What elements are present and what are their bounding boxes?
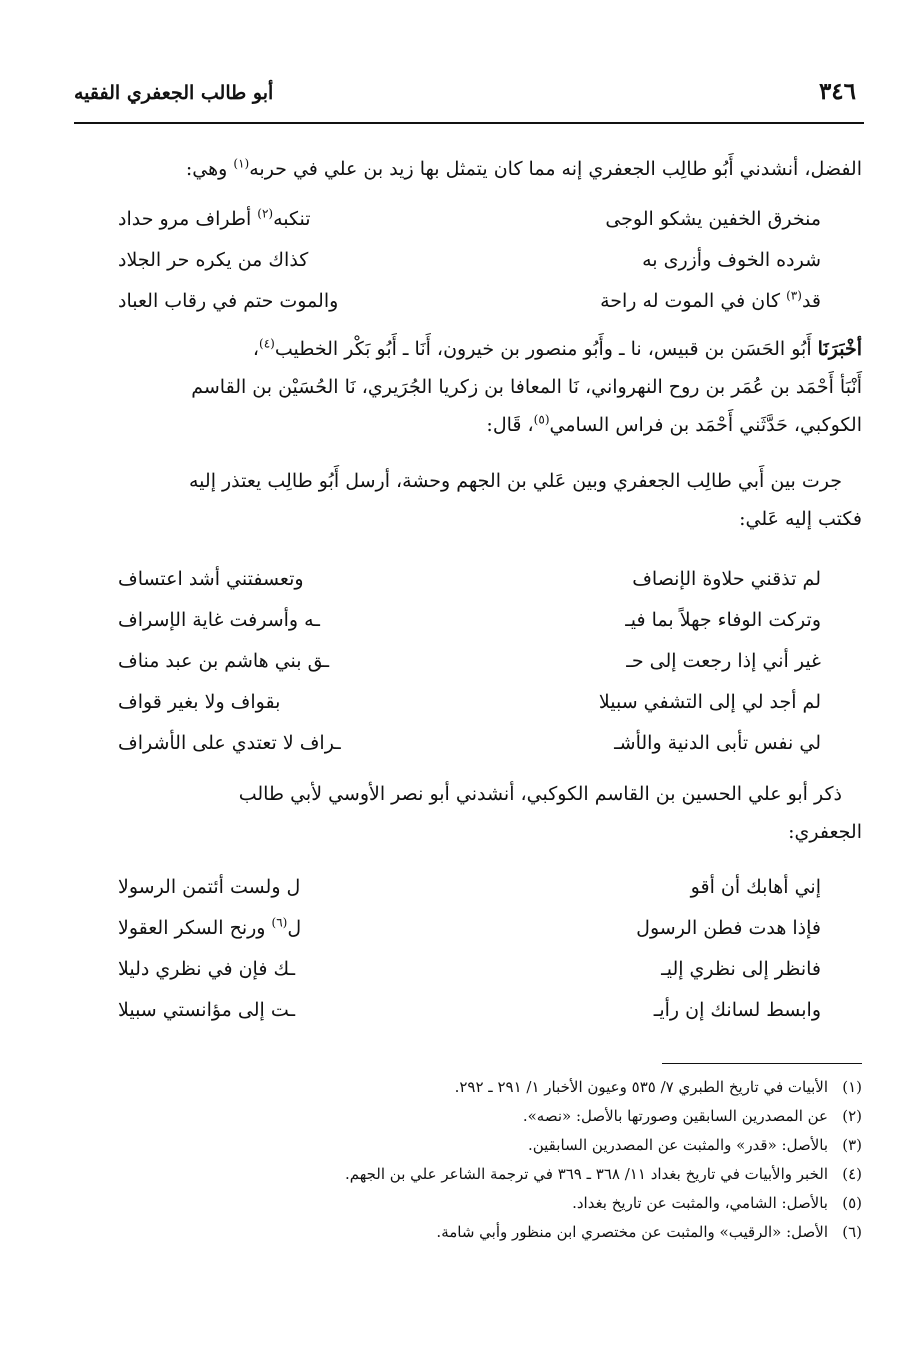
poem-1 [118, 198, 821, 321]
poem-verse [118, 640, 821, 681]
paragraph-story [70, 462, 862, 538]
footnote-separator [662, 1063, 862, 1064]
verse-first-half: لم أجد لي إلى التشفي سبيلا [598, 690, 821, 713]
text-line: أخْبَرَنَا أَبُو الحَسَن بن قبيس، نا ـ وأَبُو منصور بن خيرون، أَنَا ـ أَبُو بَكْر الخطيب$^{(٤)}$، [252, 336, 862, 360]
poem-3 [118, 866, 821, 1030]
text-line: الفضل، أنشدني أَبُو طالِب الجعفري إنه مما كان يتمثل بها زيد بن علي في حربه$^{(١)}$ وهي: [185, 156, 862, 180]
verse-second-half: ل$^{(٦)}$ ورنح السكر العقولا [118, 915, 302, 939]
page-number: ٣٤٦ [818, 78, 856, 105]
text-line: الكوكبي، حَدَّثَني أَحْمَد بن فراس السامي$^{(٥)}$، قَال: [486, 412, 862, 436]
verse-first-half: فإذا هدت فطن الرسول [636, 916, 821, 939]
footnote-ref: (٥) [533, 412, 550, 427]
paragraph-isnad [70, 330, 862, 444]
verse-first-half: لم تذقني حلاوة الإنصاف [632, 567, 821, 590]
verse-second-half: ـك فإن في نظري دليلا [118, 957, 296, 980]
poem-verse [118, 722, 821, 763]
verse-first-half: شرده الخوف وأزرى به [642, 248, 821, 271]
verse-first-half: منخرق الخفين يشكو الوجى [605, 207, 821, 230]
footnote-ref: (٦) [271, 915, 288, 930]
text-line: جرت بين أَبي طالِب الجعفري وبين عَلي بن الجهم وحشة، أرسل أَبُو طالِب يعتذر إليه [188, 470, 842, 492]
running-title: أبو طالب الجعفري الفقيه [74, 82, 274, 104]
footnote-ref: (٣) [786, 288, 802, 303]
footnote: (٣)بالأصل: «قدر» والمثبت عن المصدرين السابقين. [527, 1136, 862, 1154]
text-line: الجعفري: [788, 821, 862, 843]
verse-second-half: وتعسفتني أشد اعتساف [118, 567, 304, 590]
poem-verse [118, 599, 821, 640]
footnotes [70, 1073, 862, 1247]
verse-first-half: إني أهابك أن أقو [690, 875, 821, 898]
verse-first-half: قد$^{(٣)}$ كان في الموت له راحة [600, 288, 821, 312]
verse-second-half: بقواف ولا بغير قواف [118, 690, 281, 713]
verse-second-half: ل ولست أئتمن الرسولا [118, 875, 301, 898]
poem-verse [118, 558, 821, 599]
verse-first-half: لي نفس تأبى الدنية والأشـ [614, 731, 821, 754]
verse-second-half: ـراف لا تعتدي على الأشراف [118, 731, 341, 754]
footnote: (٥)بالأصل: الشامي، والمثبت عن تاريخ بغداد. [572, 1194, 862, 1212]
poem-verse [118, 198, 821, 239]
footnote: (١)الأبيات في تاريخ الطبري ٧/ ٥٣٥ وعيون الأخبار ١/ ٢٩١ ـ ٢٩٢. [454, 1078, 862, 1096]
footnote: (٦)الأصل: «الرقيب» والمثبت عن مختصري ابن منظور وأبي شامة. [436, 1223, 862, 1241]
text-line: ذكر أبو علي الحسين بن القاسم الكوكبي، أنشدني أبو نصر الأوسي لأبي طالب [238, 783, 842, 805]
poem-verse [118, 948, 821, 989]
verse-second-half: تنكبه$^{(٢)}$ أطراف مرو حداد [118, 206, 311, 230]
verse-second-half: ـق بني هاشم بن عبد مناف [118, 649, 330, 672]
verse-second-half: ـه وأسرفت غاية الإسراف [118, 608, 320, 631]
footnote-ref: (٤) [259, 336, 275, 351]
verse-first-half: فانظر إلى نظري إليـ [661, 957, 821, 980]
verse-second-half: والموت حتم في رقاب العباد [118, 289, 339, 312]
verse-first-half: غير أني إذا رجعت إلى حـ [626, 649, 821, 672]
poem-verse [118, 681, 821, 722]
verse-second-half: كذاك من يكره حر الجلاد [118, 248, 309, 271]
page-header [74, 72, 864, 124]
footnote-ref: (٢) [257, 206, 274, 221]
footnote: (٢)عن المصدرين السابقين وصورتها بالأصل: «نصه». [522, 1107, 862, 1125]
poem-verse [118, 239, 821, 280]
poem-verse [118, 866, 821, 907]
footnote: (٤)الخبر والأبيات في تاريخ بغداد ١١/ ٣٦٨ ـ ٣٦٩ في ترجمة الشاعر علي بن الجهم. [344, 1165, 862, 1183]
verse-second-half: ـت إلى مؤانستي سبيلا [118, 998, 296, 1021]
verse-first-half: وتركت الوفاء جهلاً بما فيـ [625, 608, 821, 631]
paragraph-recitation [70, 775, 862, 851]
text-line: فكتب إليه عَلي: [739, 508, 862, 530]
poem-verse [118, 280, 821, 321]
footnote-ref: (١) [233, 156, 250, 171]
poem-verse [118, 907, 821, 948]
paragraph-intro [70, 150, 862, 188]
text-line: أَنْبَأ أَحْمَد بن عُمَر بن روح النهرواني، نَا المعافا بن زكريا الجُرَيري، نَا الحُسَيْن بن القاسم [191, 376, 862, 398]
poem-verse [118, 989, 821, 1030]
poem-2 [118, 558, 821, 763]
verse-first-half: وابسط لسانك إن رأيـ [653, 998, 821, 1021]
